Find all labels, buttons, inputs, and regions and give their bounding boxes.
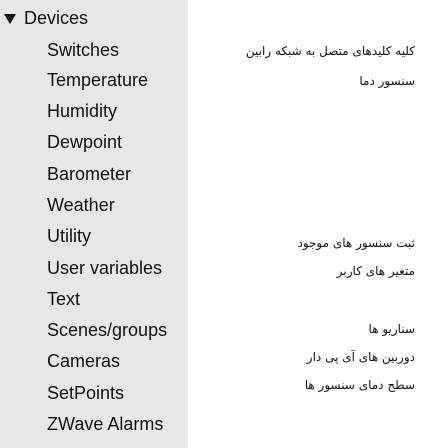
tree-item-setpoints[interactable]: SetPoints <box>47 383 125 403</box>
devices-header[interactable] <box>4 8 88 29</box>
description-setpoints: سطح دمای سنسور ها <box>304 378 415 392</box>
tree-item-temperature[interactable]: Temperature <box>47 70 149 90</box>
tree-item-cameras[interactable]: Cameras <box>47 351 121 371</box>
tree-item-switches[interactable]: Switches <box>47 40 120 60</box>
description-scenes: سناریو ها <box>368 322 415 336</box>
description-panel <box>188 0 429 448</box>
tree-item-scenes-groups[interactable]: Scenes/groups <box>47 320 168 340</box>
tree-item-user-variables[interactable]: User variables <box>47 258 163 278</box>
description-utility: ثبت سنسور های موجود <box>297 236 415 250</box>
description-temperature: سنسور دما <box>359 74 415 88</box>
description-switches: کلیه کلیدهای متصل به شبکه رابین <box>245 44 415 58</box>
tree-item-humidity[interactable]: Humidity <box>47 101 118 121</box>
description-cameras: دوربین های آی پی دار <box>306 350 415 364</box>
description-user-variables: متغیر های کاربر <box>336 264 415 278</box>
devices-header-label: Devices <box>24 8 89 28</box>
tree-item-utility[interactable]: Utility <box>47 226 91 246</box>
tree-item-dewpoint[interactable]: Dewpoint <box>47 132 123 152</box>
collapse-triangle-icon[interactable] <box>4 14 16 24</box>
tree-item-text[interactable]: Text <box>47 289 81 309</box>
tree-item-weather[interactable]: Weather <box>47 195 115 215</box>
device-tree-panel <box>0 0 188 448</box>
tree-item-zwave-alarms[interactable]: ZWave Alarms <box>47 414 164 434</box>
tree-item-barometer[interactable]: Barometer <box>47 164 132 184</box>
